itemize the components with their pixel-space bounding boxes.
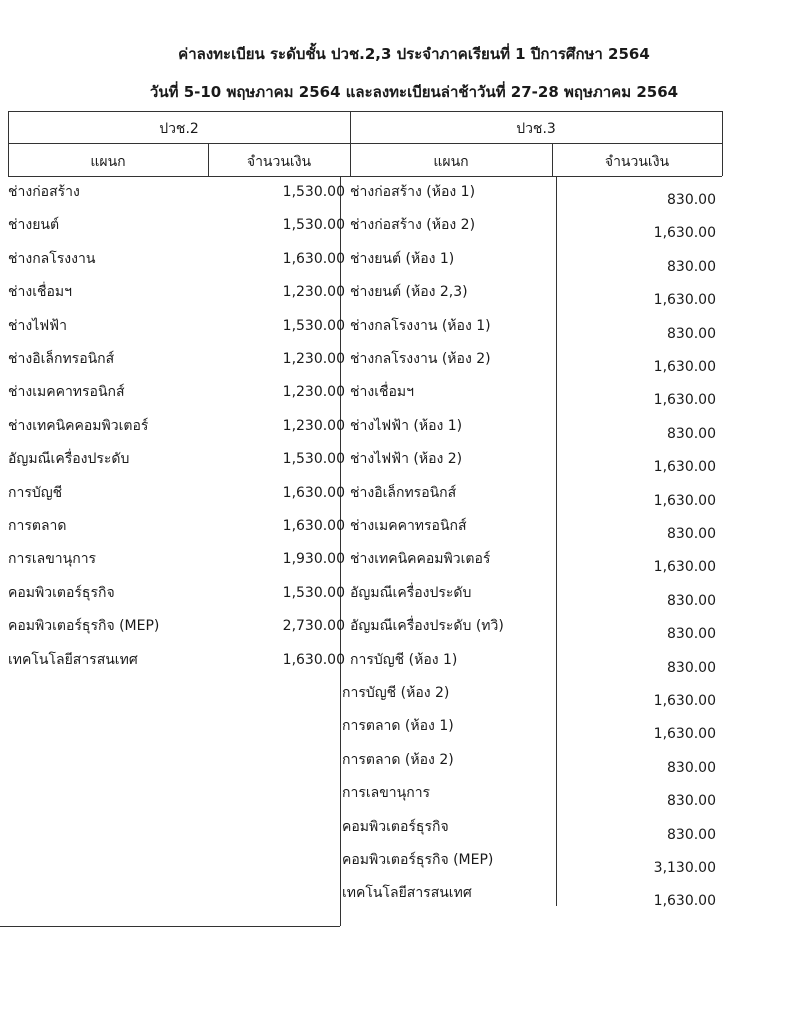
- right-amount-cell: 1,630.00: [653, 492, 716, 509]
- right-dept-header: แผนก: [433, 154, 469, 170]
- right-dept-cell: ช่างก่อสร้าง (ห้อง 2): [350, 217, 476, 234]
- left-amount-cell: 2,730.00: [282, 618, 345, 635]
- right-amount-cell: 830.00: [667, 192, 716, 208]
- right-dept-cell: ช่างเชื่อมฯ: [350, 384, 414, 401]
- right-dept-cell: อัญมณีเครื่องประดับ: [350, 584, 472, 601]
- left-dept-cell: ช่างเชื่อมฯ: [8, 284, 72, 301]
- right-amount-cell: 830.00: [667, 425, 716, 442]
- right-amount-cell: 1,630.00: [653, 559, 716, 576]
- right-dept-cell: ช่างยนต์ (ห้อง 2,3): [350, 284, 468, 301]
- right-dept-cell: การบัญชี (ห้อง 2): [342, 685, 450, 701]
- right-dept-cell: ช่างยนต์ (ห้อง 1): [350, 250, 455, 267]
- right-dept-cell: การเลขานุการ: [342, 785, 431, 802]
- right-dept-cell: อัญมณีเครื่องประดับ (ทวิ): [350, 618, 504, 635]
- left-dept-cell: ช่างกลโรงงาน: [8, 250, 96, 267]
- left-amount-cell: 1,230.00: [282, 417, 345, 434]
- left-dept-cell: ช่างอิเล็กทรอนิกส์: [8, 351, 115, 367]
- right-dept-cell: ช่างเทคนิคคอมพิวเตอร์: [350, 551, 491, 568]
- right-dept-cell: การตลาด (ห้อง 1): [342, 718, 454, 735]
- left-dept-cell: การบัญชี: [8, 484, 63, 501]
- left-amount-cell: 1,630.00: [282, 518, 345, 534]
- right-dept-cell: ช่างไฟฟ้า (ห้อง 2): [350, 451, 463, 468]
- right-dept-cell: ช่างกลโรงงาน (ห้อง 1): [350, 317, 491, 334]
- right-amount-cell: 3,130.00: [653, 860, 716, 876]
- left-dept-cell: การตลาด: [8, 518, 67, 534]
- right-dept-cell: ช่างก่อสร้าง (ห้อง 1): [350, 184, 476, 200]
- right-amount-cell: 1,630.00: [653, 225, 716, 242]
- left-amount-cell: 1,630.00: [282, 484, 345, 501]
- left-amount-header: จำนวนเงิน: [246, 154, 312, 170]
- left-amount-cell: 1,230.00: [282, 351, 345, 367]
- left-amount-cell: 1,230.00: [282, 384, 345, 401]
- right-amount-cell: 830.00: [667, 759, 716, 776]
- left-dept-cell: อัญมณีเครื่องประดับ: [8, 451, 130, 468]
- right-amount-cell: 830.00: [667, 659, 716, 676]
- table-right-border: [722, 111, 723, 176]
- right-amount-cell: 1,630.00: [653, 693, 716, 709]
- right-amount-cell: 830.00: [667, 626, 716, 643]
- right-amount-cell: 1,630.00: [653, 392, 716, 409]
- right-amount-cell: 1,630.00: [653, 726, 716, 743]
- left-amount-cell: 1,530.00: [282, 317, 345, 334]
- left-dept-cell: ช่างก่อสร้าง: [8, 184, 80, 200]
- right-group-header: ปวช.3: [516, 121, 556, 137]
- left-amount-cell: 1,530.00: [282, 451, 345, 468]
- right-amount-cell: 830.00: [667, 592, 716, 609]
- right-dept-cell: ช่างไฟฟ้า (ห้อง 1): [350, 417, 463, 434]
- right-dept-cell: การตลาด (ห้อง 2): [342, 751, 454, 768]
- left-amount-cell: 1,930.00: [282, 551, 345, 568]
- left-amount-cell: 1,630.00: [282, 250, 345, 267]
- left-dept-cell: ช่างไฟฟ้า: [8, 317, 67, 334]
- right-amount-cell: 830.00: [667, 793, 716, 810]
- document-title: ค่าลงทะเบียน ระดับชั้น ปวช.2,3 ประจำภาคเรียนที่ 1 ปีการศึกษา 2564: [178, 45, 650, 63]
- right-amount-cell: 1,630.00: [653, 359, 716, 375]
- right-amount-cell: 1,630.00: [653, 893, 716, 910]
- right-dept-cell: ช่างอิเล็กทรอนิกส์: [350, 484, 457, 501]
- left-dept-cell: คอมพิวเตอร์ธุรกิจ: [8, 584, 115, 601]
- left-dept-cell: การเลขานุการ: [8, 551, 97, 568]
- right-dept-cell: เทคโนโลยีสารสนเทศ: [342, 885, 472, 902]
- right-amount-cell: 830.00: [667, 826, 716, 843]
- left-group-header: ปวช.2: [159, 121, 199, 137]
- right-dept-cell: ช่างกลโรงงาน (ห้อง 2): [350, 351, 491, 367]
- right-dept-cell: คอมพิวเตอร์ธุรกิจ (MEP): [342, 852, 494, 868]
- left-dept-cell: คอมพิวเตอร์ธุรกิจ (MEP): [8, 618, 160, 635]
- right-amount-cell: 1,630.00: [653, 459, 716, 476]
- table-header-bottom-border: [8, 176, 722, 177]
- left-amount-cell: 1,530.00: [282, 217, 345, 234]
- left-amount-cell: 1,630.00: [282, 651, 345, 668]
- right-amount-divider: [556, 176, 557, 906]
- left-amount-cell: 1,530.00: [282, 184, 345, 200]
- right-amount-cell: 830.00: [667, 325, 716, 342]
- right-dept-cell: ช่างเมคคาทรอนิกส์: [350, 518, 467, 534]
- right-dept-cell: การบัญชี (ห้อง 1): [350, 651, 458, 668]
- right-amount-cell: 830.00: [667, 258, 716, 275]
- table-bottom-border: [0, 926, 340, 927]
- left-amount-cell: 1,230.00: [282, 284, 345, 301]
- left-dept-cell: ช่างเทคนิคคอมพิวเตอร์: [8, 417, 149, 434]
- left-dept-cell: ช่างยนต์: [8, 217, 60, 234]
- table-header-divider: [8, 143, 722, 144]
- right-dept-cell: คอมพิวเตอร์ธุรกิจ: [342, 818, 449, 835]
- right-amount-header: จำนวนเงิน: [604, 154, 670, 170]
- right-amount-cell: 1,630.00: [653, 292, 716, 309]
- left-dept-header: แผนก: [90, 154, 126, 170]
- left-dept-cell: เทคโนโลยีสารสนเทศ: [8, 651, 138, 668]
- table-top-border: [8, 111, 722, 112]
- left-dept-cell: ช่างเมคคาทรอนิกส์: [8, 384, 125, 401]
- left-amount-cell: 1,530.00: [282, 584, 345, 601]
- right-amount-cell: 830.00: [667, 526, 716, 542]
- document-subtitle: วันที่ 5-10 พฤษภาคม 2564 และลงทะเบียนล่าช้าวันที่ 27-28 พฤษภาคม 2564: [149, 83, 679, 101]
